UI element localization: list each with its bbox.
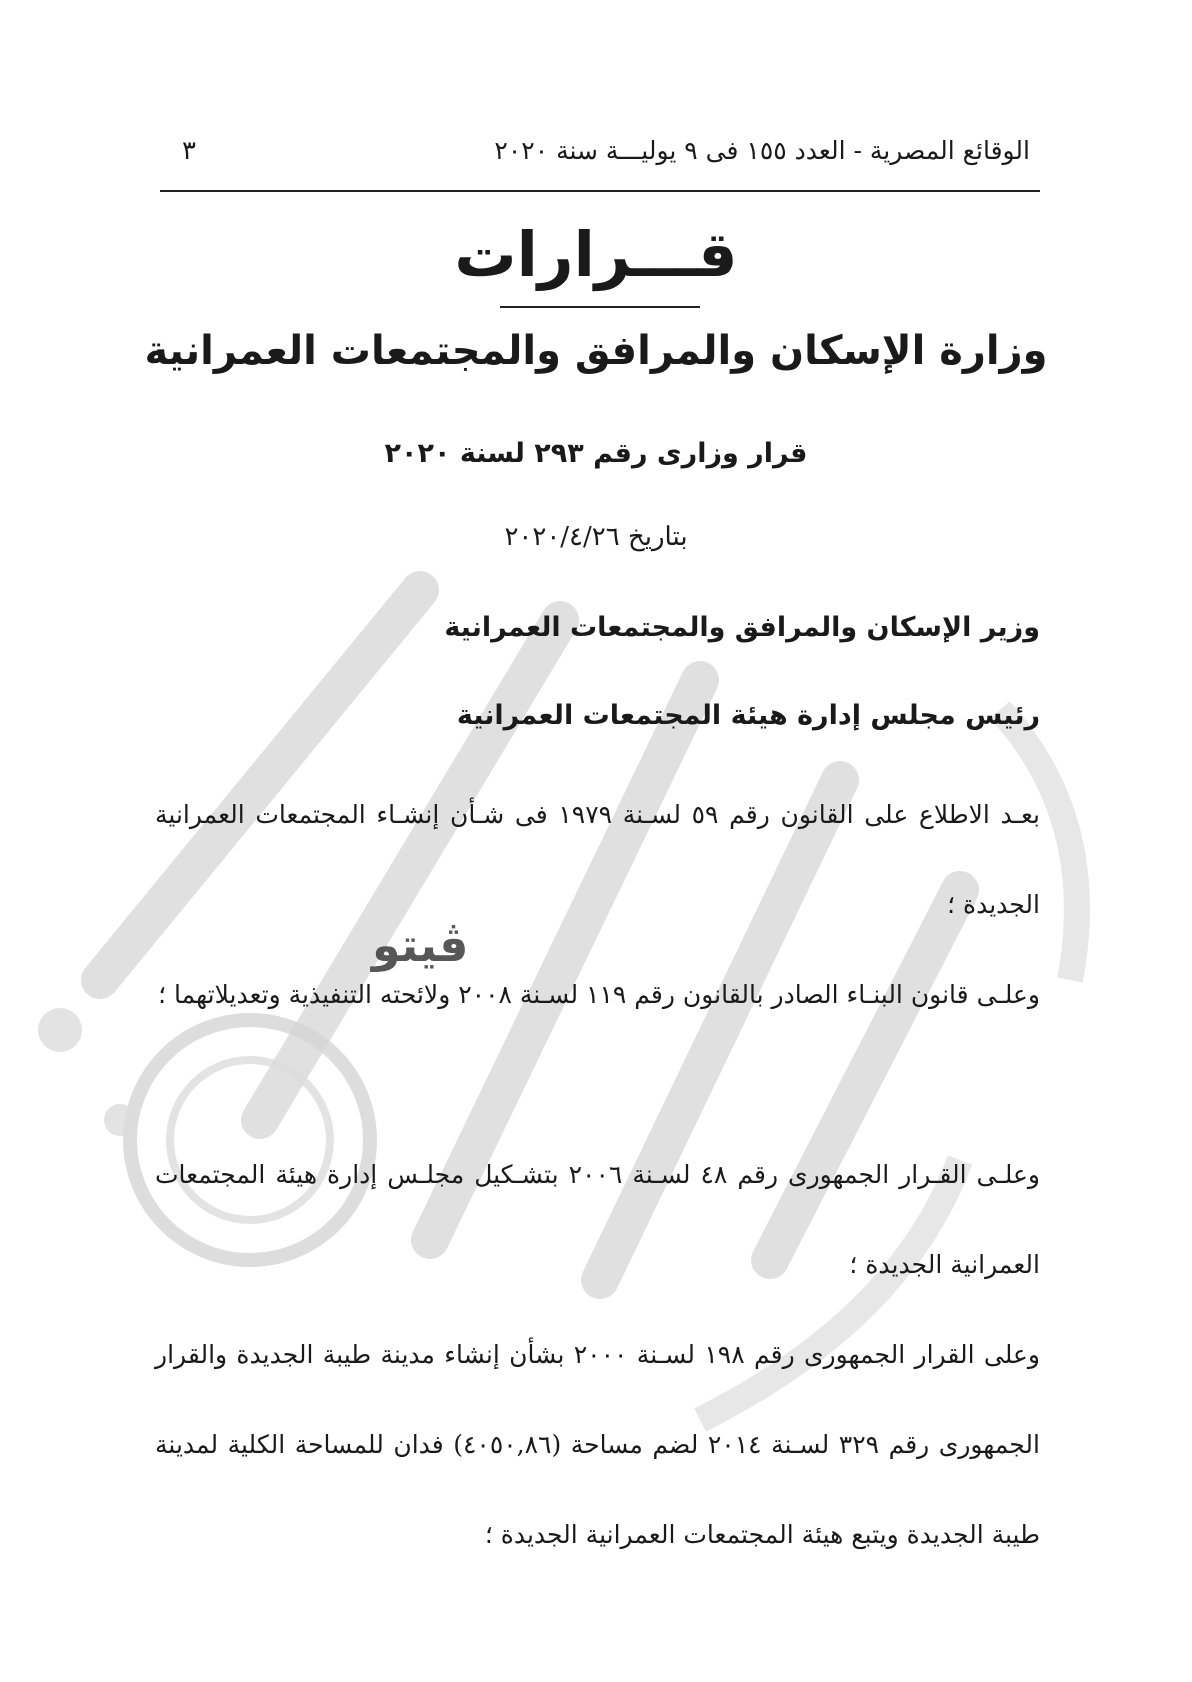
page-number: ٣	[182, 136, 196, 166]
title-underline	[500, 306, 700, 308]
ministry-name: وزارة الإسكان والمرافق والمجتمعات العمرانية	[144, 328, 1048, 374]
recital-paragraph	[155, 1130, 1040, 1310]
section-title: قـــرارات	[454, 218, 738, 291]
recital-paragraph	[155, 1310, 1040, 1580]
publication-line: الوقائع المصرية - العدد ١٥٥ فى ٩ يوليـــة سنة ٢٠٢٠	[494, 136, 1030, 165]
recital-text: وعلى القرار الجمهورى رقم ١٩٨ لسـنة ٢٠٠٠ بشأن إنشاء مدينة طيبة الجديدة والقرار الجمهورى رقم ٣٢٩ لسـنة ٢٠١٤ لضم مساحة (٤٠٥٠,٨٦) فدان للمساحة الكلية لمدينة طيبة الجديدة ويتبع هيئة المجتمعات العمرانية الجديدة ؛	[155, 1340, 1041, 1549]
recital-paragraph	[155, 770, 1040, 950]
signatory-title: وزير الإسكان والمرافق والمجتمعات العمرانية	[444, 612, 1040, 643]
page-header	[160, 130, 1040, 192]
signatory-role: رئيس مجلس إدارة هيئة المجتمعات العمرانية	[456, 700, 1040, 731]
recital-text: بعـد الاطلاع على القانون رقم ٥٩ لسـنة ١٩٧٩ فى شـأن إنشـاء المجتمعات العمرانية الجديدة ؛	[155, 800, 1040, 919]
decree-number: قرار وزارى رقم ٢٩٣ لسنة ٢٠٢٠	[384, 438, 808, 469]
site-logo: ڤيتو	[372, 918, 469, 972]
decree-date: بتاريخ ٢٠٢٠/٤/٢٦	[504, 522, 688, 552]
recital-text: وعلـى القـرار الجمهورى رقم ٤٨ لسـنة ٢٠٠٦ بتشـكيل مجلـس إدارة هيئة المجتمعات العمرانية الجديدة ؛	[155, 1160, 1040, 1279]
recital-text: وعلـى قانون البنـاء الصادر بالقانون رقم ١١٩ لسـنة ٢٠٠٨ ولائحته التنفيذية وتعديلاتهما ؛	[158, 980, 1040, 1009]
recital-paragraph	[155, 950, 1040, 1040]
